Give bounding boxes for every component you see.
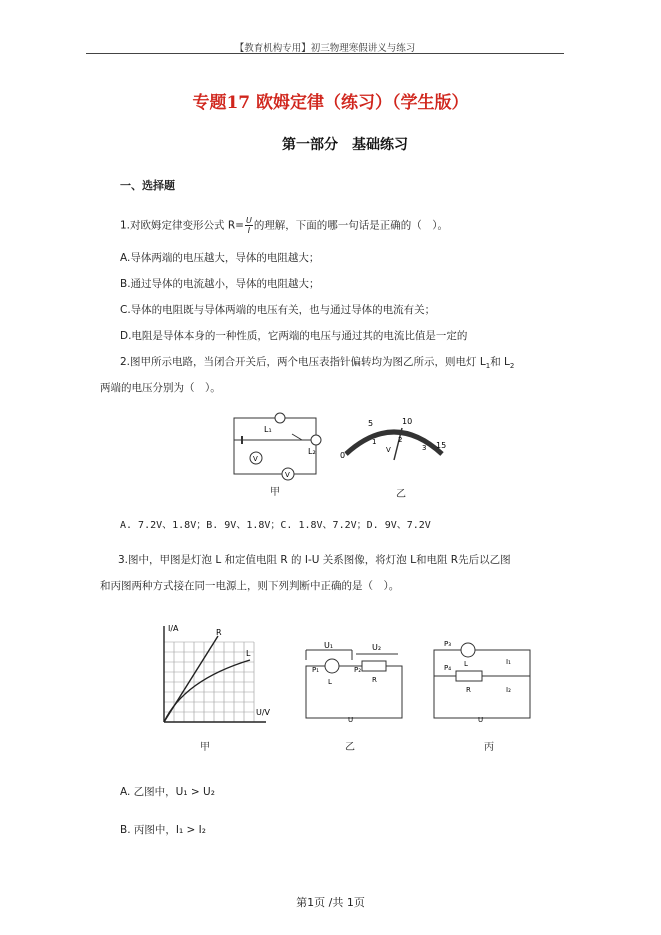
label-l2: L₂ — [308, 447, 316, 456]
voltmeter-dial-figure — [336, 414, 452, 464]
q2-options: A. 7.2V、1.8V；B. 9V、1.8V；C. 1.8V、7.2V；D. 9V、7.2V — [120, 520, 431, 531]
lamp-icon — [461, 643, 475, 657]
q2-stem-line2: 两端的电压分别为（ ）。 — [100, 382, 221, 394]
label-p1: P₁ — [312, 666, 320, 674]
q2-caption-yi: 乙 — [396, 489, 406, 500]
q2-stem-text: 2.图甲所示电路，当闭合开关后，两个电压表指针偏转均为图乙所示，则电灯 L — [120, 356, 486, 368]
tick-0: 0 — [340, 451, 346, 460]
label-i1: I₁ — [506, 658, 511, 666]
label-source: U — [348, 716, 354, 724]
circuit-outer-wire — [234, 418, 316, 474]
tick-15: 15 — [436, 441, 447, 450]
curve-r-label: R — [216, 628, 222, 637]
tick-1: 1 — [372, 438, 377, 446]
label-lamp: L — [464, 660, 468, 668]
switch-icon — [292, 434, 302, 440]
resistor-icon — [456, 671, 482, 681]
label-source: U — [478, 716, 484, 724]
label-p2: P₂ — [354, 666, 362, 674]
q3-caption-yi: 乙 — [345, 742, 355, 753]
u1-bracket — [306, 650, 352, 660]
tick-2: 2 — [398, 436, 403, 444]
frac-denominator: I — [247, 226, 251, 235]
page-header: 【教育机构专用】初三物理寒假讲义与练习 — [234, 43, 416, 54]
q1-option-d: D.电阻是导体本身的一种性质，它两端的电压与通过其的电流比值是一定的 — [120, 330, 468, 342]
lamp-icon — [325, 659, 339, 673]
label-u2: U₂ — [372, 643, 382, 652]
label-p3: P₃ — [444, 640, 452, 648]
label-i2: I₂ — [506, 686, 511, 694]
q3-option-a: A. 乙图中，U₁ > U₂ — [120, 786, 215, 798]
q3-caption-bing: 丙 — [484, 742, 494, 753]
label-u1: U₁ — [324, 641, 334, 650]
q1-stem-pre: 1.对欧姆定律变形公式 R= — [120, 219, 244, 232]
curve-l — [164, 660, 250, 722]
parallel-circuit-figure — [428, 636, 540, 728]
ohm-fraction — [245, 216, 253, 235]
tick-10: 10 — [402, 417, 413, 426]
tick-3: 3 — [422, 444, 427, 452]
series-circuit-figure — [298, 636, 410, 728]
label-v1: V — [253, 455, 258, 463]
dial-scale — [346, 432, 442, 454]
part-title: 第一部分 基础练习 — [282, 137, 408, 153]
q1-option-c: C.导体的电阻既与导体两端的电压有关，也与通过导体的电流有关； — [120, 304, 436, 316]
document-title: 专题17 欧姆定律（练习）（学生版） — [192, 93, 469, 113]
tick-5: 5 — [368, 419, 374, 428]
q3-option-b: B. 丙图中，I₁ > I₂ — [120, 824, 206, 836]
lamp-l2-icon — [311, 435, 321, 445]
q3-caption-jia: 甲 — [200, 742, 210, 753]
q1-stem-post: 的理解，下面的哪一句话是正确的（ ）。 — [253, 219, 449, 232]
section-heading: 一、选择题 — [120, 179, 175, 192]
q1-option-b: B.通过导体的电流越小，导体的电阻越大； — [120, 278, 320, 290]
q2-stem-line1 — [120, 354, 514, 370]
q2-circuit-figure — [228, 410, 332, 482]
q2-sub1: 1 — [485, 362, 491, 371]
page-footer: 第1页 /共 1页 — [296, 896, 365, 909]
iu-graph-figure — [160, 622, 272, 726]
dial-v-label: V — [386, 446, 391, 454]
q1-option-a: A.导体两端的电压越大，导体的电阻越大； — [120, 252, 320, 264]
header-rule — [86, 53, 564, 54]
q2-and: 和 L — [490, 356, 510, 368]
frac-numerator: U — [245, 216, 252, 225]
label-resistor: R — [372, 676, 377, 684]
label-l1: L₁ — [264, 425, 272, 434]
q2-caption-jia: 甲 — [270, 487, 280, 498]
q2-sub2: 2 — [509, 362, 515, 371]
resistor-icon — [362, 661, 386, 671]
q3-stem-line1: 3.图中，甲图是灯泡 L 和定值电阻 R 的 I-U 关系图像，将灯泡 L和电阻 R先后以乙图 — [118, 554, 511, 566]
i-axis-label: I/A — [168, 624, 179, 633]
curve-l-label: L — [246, 649, 251, 658]
label-resistor: R — [466, 686, 471, 694]
label-lamp: L — [328, 678, 332, 686]
q3-stem-line2: 和丙图两种方式接在同一电源上，则下列判断中正确的是（ ）。 — [100, 580, 400, 592]
u-axis-label: U/V — [256, 708, 271, 717]
lamp-l1-icon — [275, 413, 285, 423]
label-v2: V — [285, 471, 290, 479]
label-p4: P₄ — [444, 664, 452, 672]
q1-stem — [120, 216, 448, 235]
